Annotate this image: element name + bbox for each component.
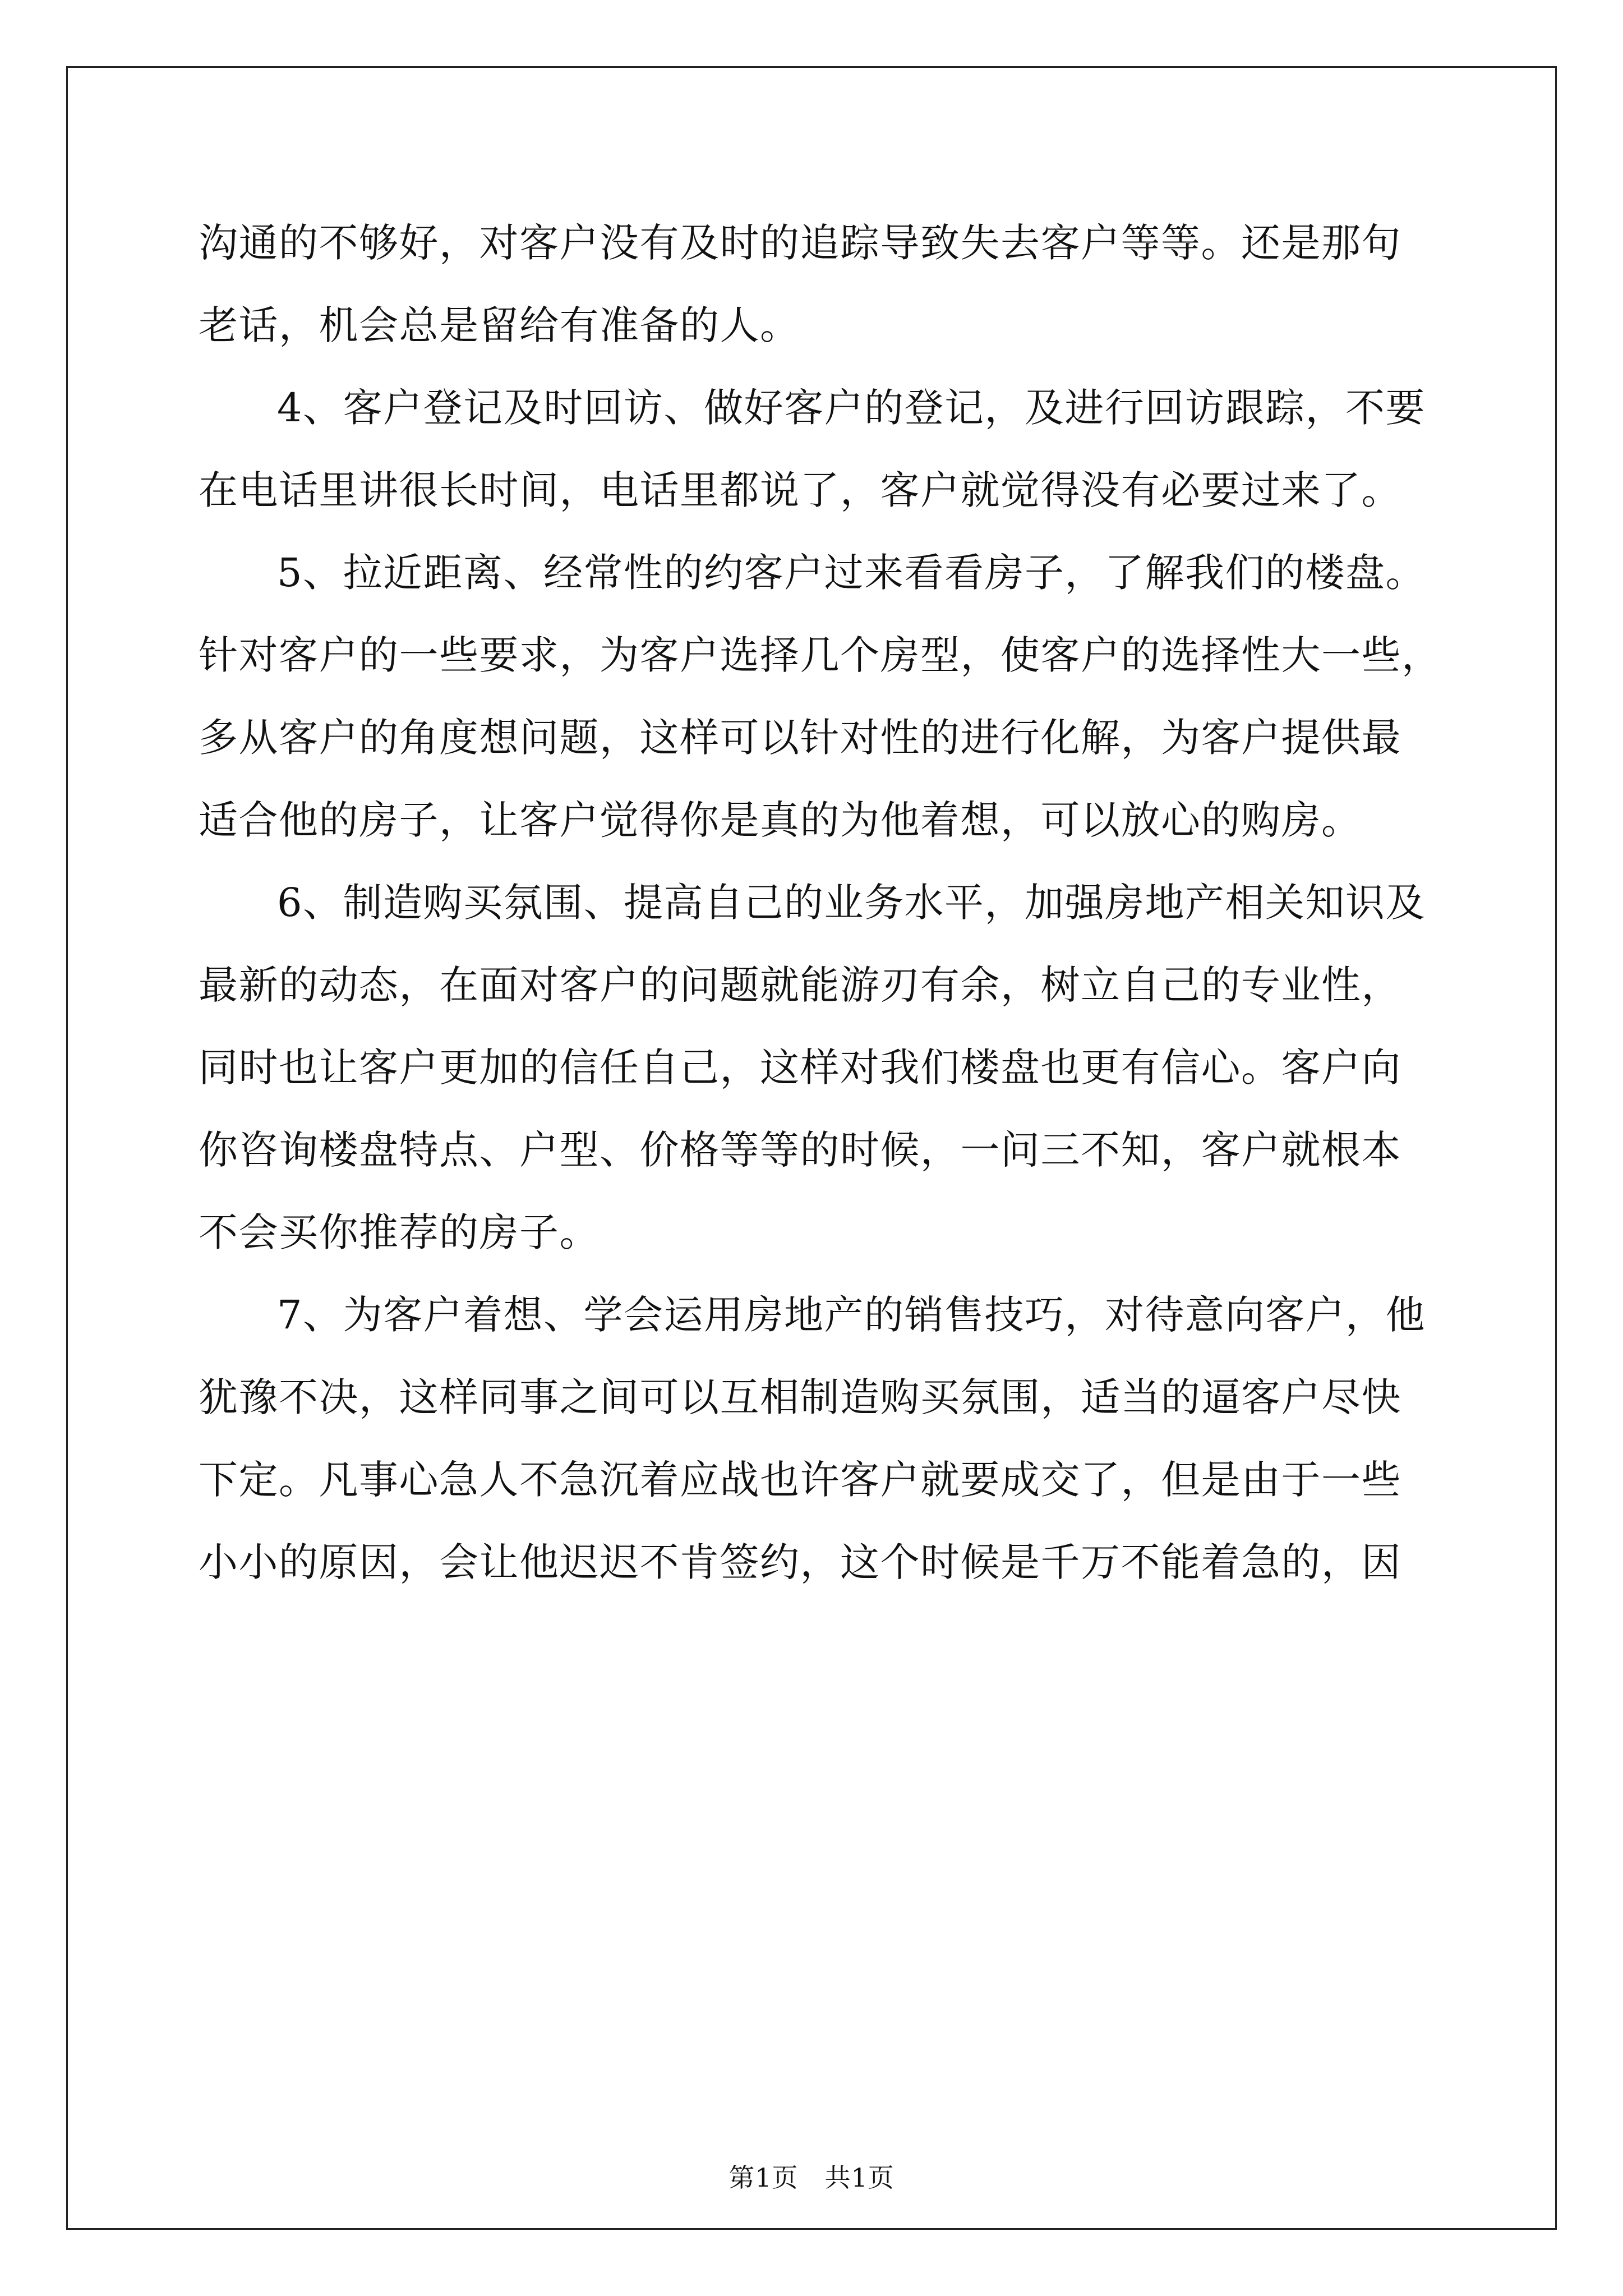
document-body <box>199 202 1449 1604</box>
paragraph-item-6 <box>199 862 1449 1274</box>
text-line: 老话，机会总是留给有准备的人。 <box>199 302 800 348</box>
text-line: 多从客户的角度想问题，这样可以针对性的进行化解，为客户提供最 <box>199 715 1401 761</box>
page-number-footer: 第1页 共1页 <box>728 2162 895 2193</box>
text-line: 小小的原因，会让他迟迟不肯签约，这个时候是千万不能着急的，因 <box>199 1539 1401 1585</box>
text-line: 你咨询楼盘特点、户型、价格等等的时候，一问三不知，客户就根本 <box>199 1127 1401 1173</box>
text-line: 4、客户登记及时回访、做好客户的登记，及进行回访跟踪，不要 <box>277 385 1426 431</box>
text-line: 5、拉近距离、经常性的约客户过来看看房子，了解我们的楼盘。 <box>277 550 1426 596</box>
text-line: 7、为客户着想、学会运用房地产的销售技巧，对待意向客户，他 <box>277 1292 1426 1338</box>
text-line: 不会买你推荐的房子。 <box>199 1209 600 1255</box>
text-line: 最新的动态，在面对客户的问题就能游刃有余，树立自己的专业性， <box>199 962 1401 1008</box>
text-line: 犹豫不决，这样同事之间可以互相制造购买氛围，适当的逼客户尽快 <box>199 1374 1401 1420</box>
text-line: 针对客户的一些要求，为客户选择几个房型，使客户的选择性大一些， <box>199 632 1442 678</box>
paragraph-item-4 <box>199 367 1449 532</box>
text-line: 在电话里讲很长时间，电话里都说了，客户就觉得没有必要过来了。 <box>199 467 1401 513</box>
text-line: 适合他的房子，让客户觉得你是真的为他着想，可以放心的购房。 <box>199 797 1362 843</box>
text-line: 同时也让客户更加的信任自己，这样对我们楼盘也更有信心。客户向 <box>199 1045 1401 1091</box>
paragraph-item-5 <box>199 532 1449 862</box>
text-line: 下定。凡事心急人不急沉着应战也许客户就要成交了，但是由于一些 <box>199 1457 1401 1503</box>
text-line: 6、制造购买氛围、提高自己的业务水平，加强房地产相关知识及 <box>277 880 1426 926</box>
paragraph-item-7 <box>199 1274 1449 1604</box>
text-line: 沟通的不够好，对客户没有及时的追踪导致失去客户等等。还是那句 <box>199 220 1401 266</box>
paragraph-continued <box>199 202 1449 367</box>
